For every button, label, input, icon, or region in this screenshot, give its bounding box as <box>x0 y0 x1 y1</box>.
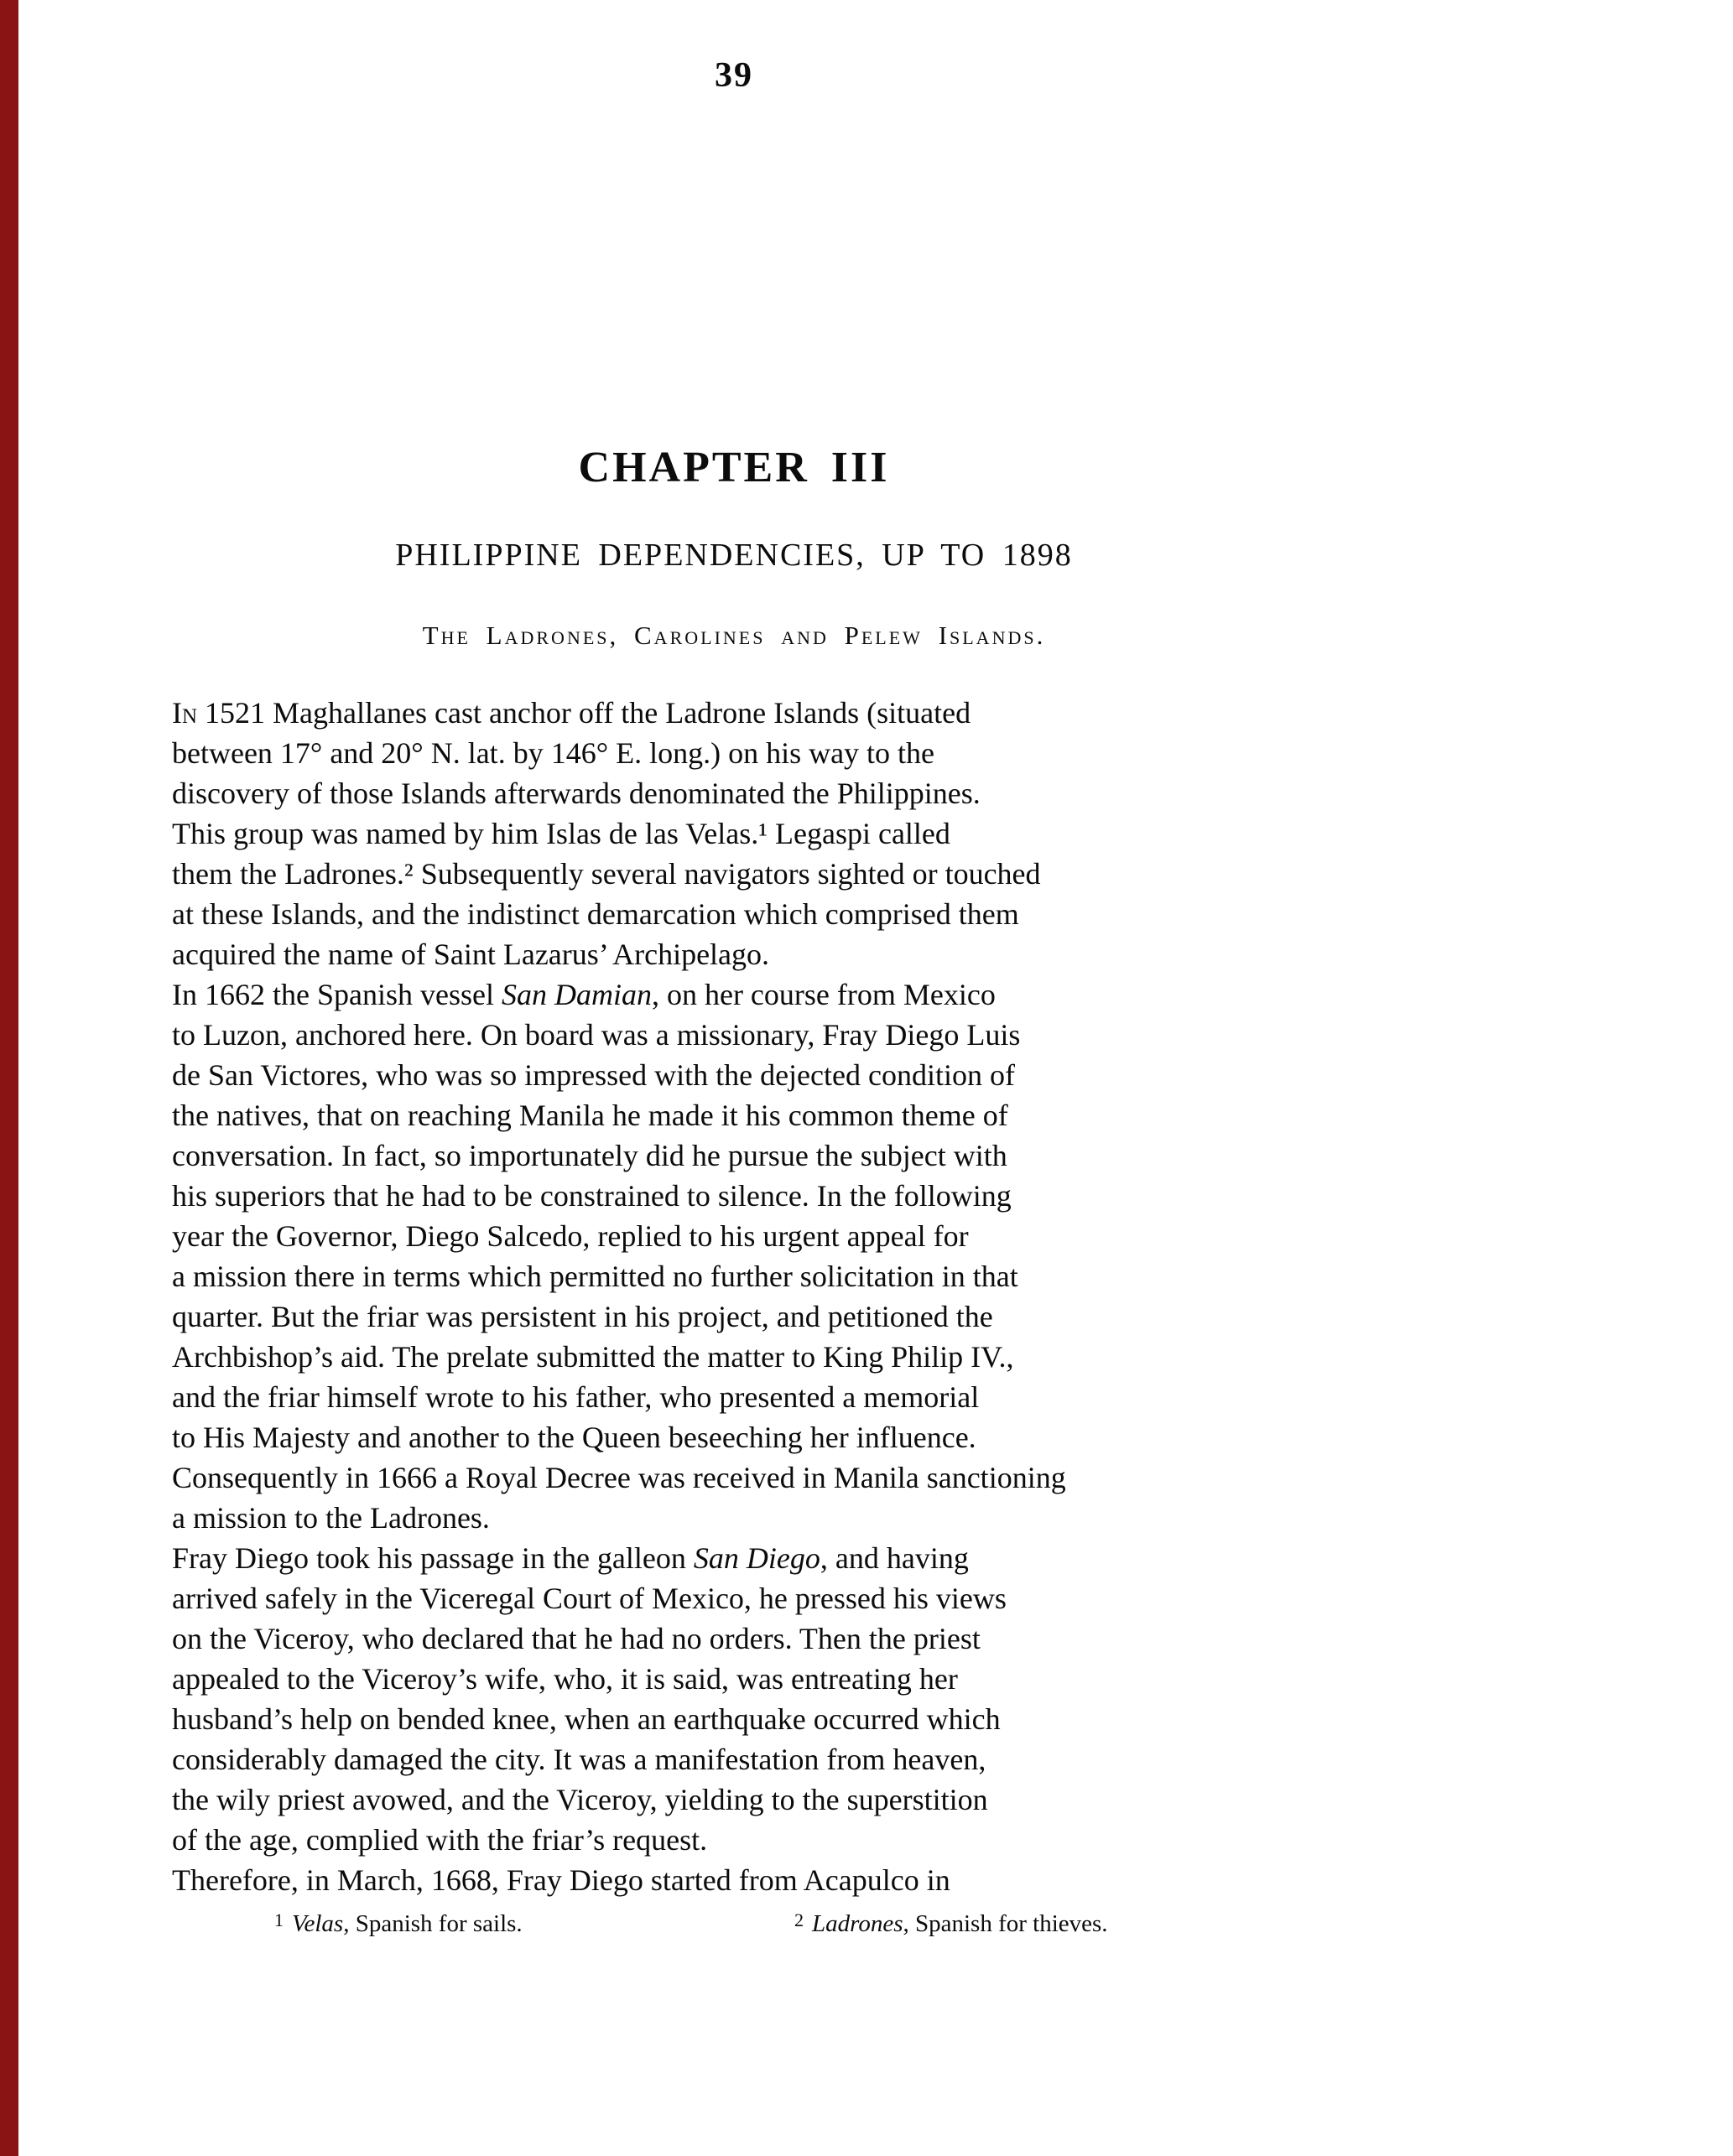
text-line: Archbishop’s aid. The prelate submitted the matter to King Philip IV., <box>172 1340 1014 1374</box>
footnote-term-italic: Velas <box>292 1910 344 1937</box>
text-line: considerably damaged the city. It was a manifestation from heaven, <box>172 1743 986 1776</box>
body-text <box>172 693 1296 1900</box>
text-line <box>172 1541 969 1575</box>
chapter-title: PHILIPPINE DEPENDENCIES, UP TO 1898 <box>395 538 1073 573</box>
text-line: the wily priest avowed, and the Viceroy, yielding to the superstition <box>172 1783 988 1816</box>
text-line: the natives, that on reaching Manila he made it his common theme of <box>172 1099 1008 1132</box>
smallcaps-lead: In <box>172 696 198 730</box>
footnote-text: , Spanish for sails. <box>343 1910 523 1937</box>
section-subtitle: The Ladrones, Carolines and Pelew Islands. <box>422 621 1046 650</box>
text-line: between 17° and 20° N. lat. by 146° E. long.) on his way to the <box>172 736 935 770</box>
line-text: 1521 Maghallanes cast anchor off the Ladrone Islands (situated <box>197 696 971 730</box>
footnote-1 <box>274 1904 523 1940</box>
chapter-heading: CHAPTER III <box>578 444 890 491</box>
text-line: Consequently in 1666 a Royal Decree was received in Manila sanctioning <box>172 1461 1066 1494</box>
text-line: to Luzon, anchored here. On board was a missionary, Fray Diego Luis <box>172 1018 1021 1052</box>
text-line: arrived safely in the Viceregal Court of Mexico, he pressed his views <box>172 1582 1007 1615</box>
text-line: husband’s help on bended knee, when an earthquake occurred which <box>172 1702 1001 1736</box>
text-line <box>172 696 971 730</box>
text-line: his superiors that he had to be constrained to silence. In the following <box>172 1179 1012 1213</box>
text-line: quarter. But the friar was persistent in his project, and petitioned the <box>172 1300 993 1333</box>
text-line: de San Victores, who was so impressed with the dejected condition of <box>172 1058 1015 1092</box>
line-text: Fray Diego took his passage in the galleon <box>172 1541 694 1575</box>
text-line: appealed to the Viceroy’s wife, who, it is said, was entreating her <box>172 1662 958 1696</box>
footnote-text: , Spanish for thieves. <box>903 1910 1108 1937</box>
text-line: a mission to the Ladrones. <box>172 1501 490 1535</box>
footnote-term-italic: Ladrones <box>812 1910 903 1937</box>
footnote-marker: 2 <box>794 1909 804 1930</box>
text-line: year the Governor, Diego Salcedo, replied to his urgent appeal for <box>172 1219 969 1253</box>
line-text: , and having <box>820 1541 969 1575</box>
paragraph-3 <box>172 1538 1296 1860</box>
line-text: , on her course from Mexico <box>651 978 996 1011</box>
text-line: and the friar himself wrote to his father, who presented a memorial <box>172 1380 980 1414</box>
text-line: acquired the name of Saint Lazarus’ Archipelago. <box>172 938 770 971</box>
ship-name-italic: San Damian <box>501 978 652 1011</box>
paragraph-1 <box>172 693 1296 974</box>
text-line: at these Islands, and the indistinct demarcation which comprised them <box>172 897 1019 931</box>
text-line: This group was named by him Islas de las Velas.¹ Legaspi called <box>172 817 950 850</box>
paragraph-2 <box>172 974 1296 1538</box>
text-line: them the Ladrones.² Subsequently several navigators sighted or touched <box>172 857 1041 891</box>
text-line: conversation. In fact, so importunately did he pursue the subject with <box>172 1139 1007 1172</box>
footnote-marker: 1 <box>274 1909 284 1930</box>
binding-edge-strip <box>0 0 18 2156</box>
text-line: of the age, complied with the friar’s request. <box>172 1823 708 1857</box>
text-line: to His Majesty and another to the Queen beseeching her influence. <box>172 1421 976 1454</box>
text-line: discovery of those Islands afterwards denominated the Philippines. <box>172 777 981 810</box>
text-line: on the Viceroy, who declared that he had no orders. Then the priest <box>172 1622 981 1655</box>
line-text: In 1662 the Spanish vessel <box>172 978 502 1011</box>
page-number: 39 <box>715 56 753 95</box>
text-line: a mission there in terms which permitted no further solicitation in that <box>172 1260 1018 1293</box>
footnote-2 <box>794 1904 1108 1940</box>
text-line: Therefore, in March, 1668, Fray Diego started from Acapulco in <box>172 1863 950 1897</box>
footnotes <box>172 1904 1296 1937</box>
text-line <box>172 978 996 1011</box>
paragraph-4 <box>172 1860 1296 1900</box>
ship-name-italic: San Diego <box>693 1541 820 1575</box>
